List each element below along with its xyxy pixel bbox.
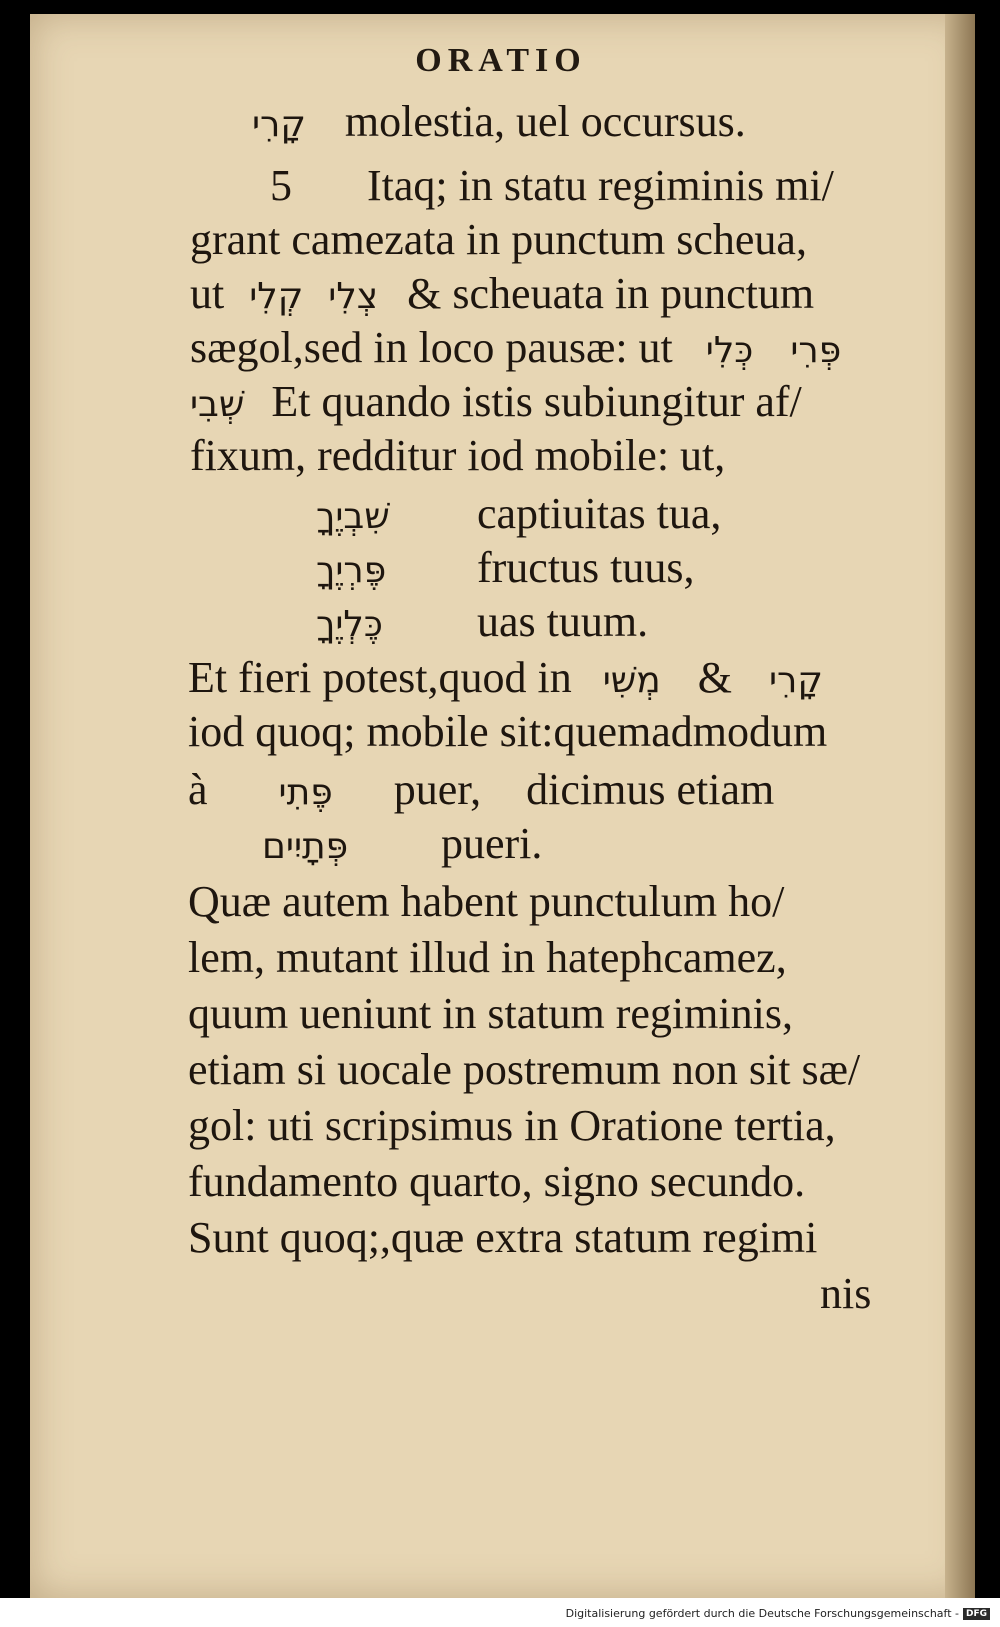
- dfg-logo: DFG: [963, 1608, 990, 1620]
- hebrew-word: פְּתָיִים: [262, 826, 349, 867]
- section-number: 5: [270, 161, 292, 210]
- line-text: Et fieri potest,quod in: [188, 653, 572, 702]
- text-line-11: [188, 653, 823, 702]
- line-text: à: [188, 765, 208, 814]
- hebrew-word: צְלִי: [328, 276, 379, 317]
- text-line-15: Quæ autem habent punctulum ho/: [188, 877, 785, 926]
- line-text: uas tuum.: [477, 597, 649, 646]
- text-line-3: grant camezata in punctum scheua,: [190, 215, 807, 264]
- line-text: pueri.: [441, 819, 543, 868]
- text-line-7: fixum, redditur iod mobile: ut,: [190, 431, 726, 480]
- hebrew-word: שְׁבִי: [190, 384, 245, 425]
- hebrew-word: פְּרִי: [790, 330, 842, 371]
- text-line-4: [190, 269, 815, 318]
- digitization-credit: [566, 1607, 990, 1620]
- text-line-1: [252, 97, 746, 146]
- hebrew-word: קָרִי: [768, 660, 823, 701]
- hebrew-word: שִׁבְיֶךָ: [316, 496, 390, 537]
- line-text: Itaq; in statu regiminis mi/: [367, 161, 834, 210]
- text-line-13: [188, 765, 775, 814]
- line-text: sægol,sed in loco pausæ: ut: [190, 323, 673, 372]
- book-page: [30, 14, 972, 1598]
- text-line-6: [190, 377, 802, 426]
- text-line-18: etiam si uocale postremum non sit sæ/: [188, 1045, 861, 1094]
- text-line-5: [190, 323, 842, 372]
- line-text: molestia, uel occursus.: [344, 97, 746, 146]
- hebrew-word: כֶּלְיֶךָ: [316, 604, 383, 645]
- line-text: fructus tuus,: [477, 543, 695, 592]
- hebrew-word: מְשִׁי: [602, 660, 661, 701]
- text-line-16: lem, mutant illud in hatephcamez,: [188, 933, 787, 982]
- running-header: ORATIO: [415, 42, 587, 79]
- line-text: dicimus etiam: [526, 765, 775, 814]
- text-line-14: [262, 819, 543, 868]
- ampersand: &: [697, 653, 732, 702]
- hebrew-word: קָרִי: [252, 104, 306, 145]
- line-text: Et quando istis subiungitur af/: [271, 377, 802, 426]
- line-text: captiuitas tua,: [477, 489, 722, 538]
- hebrew-word: קְלִי: [249, 276, 304, 317]
- hebrew-word: פֶּרְיֶךָ: [316, 550, 387, 591]
- line-text: & scheuata in punctum: [407, 269, 815, 318]
- text-line-2: [270, 161, 834, 210]
- credit-text: Digitalisierung gefördert durch die Deutsche Forschungsgemeinschaft -: [565, 1607, 959, 1620]
- text-line-12: iod quoq; mobile sit:quemadmodum: [188, 707, 828, 756]
- text-line-17: quum ueniunt in statum regiminis,: [188, 989, 793, 1038]
- catchword: nis: [820, 1269, 872, 1318]
- hebrew-word: פֶּתִי: [278, 772, 333, 813]
- line-text: puer,: [393, 765, 482, 814]
- text-line-20: fundamento quarto, signo secundo.: [188, 1157, 806, 1206]
- hebrew-word: כְּלִי: [705, 330, 754, 371]
- text-line-19: gol: uti scripsimus in Oratione tertia,: [188, 1101, 836, 1150]
- vocab-line-3: [316, 597, 649, 646]
- vocab-line-2: [316, 543, 695, 592]
- page-edge: [945, 14, 975, 1598]
- vocab-line-1: [316, 489, 722, 538]
- text-line-21: Sunt quoq;,quæ extra statum regimi: [188, 1213, 818, 1262]
- line-text: ut: [190, 269, 225, 318]
